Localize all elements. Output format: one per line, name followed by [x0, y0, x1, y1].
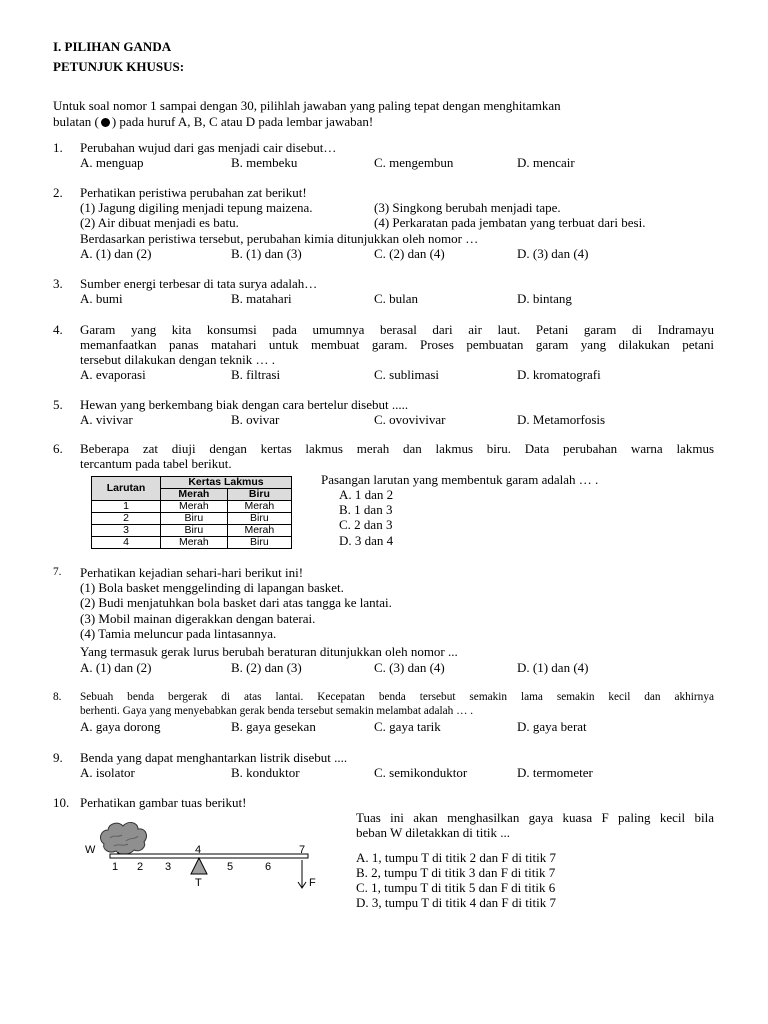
table-header-biru: Biru: [227, 489, 291, 501]
q6-number: 6.: [53, 441, 63, 456]
q6-line-2: tercantum pada tabel berikut.: [80, 456, 232, 471]
q9-option-b: B. konduktor: [231, 765, 300, 780]
q10-line-1: Tuas ini akan menghasilkan gaya kuasa F paling kecil bila: [356, 810, 714, 825]
intro-line-2: [53, 114, 373, 129]
q10-number: 10.: [53, 795, 70, 810]
q3-option-d: D. bintang: [517, 291, 572, 306]
q8-number: 8.: [53, 691, 62, 703]
table-header-kertas-lakmus: Kertas Lakmus: [161, 477, 292, 489]
table-cell: Merah: [227, 501, 291, 513]
q9-option-d: D. termometer: [517, 765, 593, 780]
filled-circle-icon: [101, 118, 110, 127]
table-cell: Biru: [227, 537, 291, 549]
table-header-larutan: Larutan: [92, 477, 161, 501]
q6-question: Pasangan larutan yang membentuk garam adalah … .: [321, 472, 599, 487]
q7-number: 7.: [53, 566, 62, 578]
q4-number: 4.: [53, 322, 63, 337]
q4-option-a: A. evaporasi: [80, 367, 146, 382]
q1-option-a: A. menguap: [80, 155, 144, 170]
q2-option-a: A. (1) dan (2): [80, 246, 152, 261]
q7-question: Yang termasuk gerak lurus berubah beraturan ditunjukkan oleh nomor ...: [80, 644, 458, 659]
q3-option-c: C. bulan: [374, 291, 419, 306]
litmus-table: [91, 476, 292, 549]
q7-item-2: (2) Budi menjatuhkan bola basket dari atas tangga ke lantai.: [80, 595, 392, 610]
q7-option-b: B. (2) dan (3): [231, 660, 302, 675]
instruction-header: PETUNJUK KHUSUS:: [53, 59, 185, 74]
q2-item-4: (4) Perkaratan pada jembatan yang terbuat dari besi.: [374, 215, 646, 230]
point-6: 6: [265, 861, 272, 873]
q2-option-b: B. (1) dan (3): [231, 246, 302, 261]
q10-option-d: D. 3, tumpu T di titik 4 dan F di titik 7: [356, 895, 556, 910]
table-row: [92, 537, 292, 549]
q3-option-a: A. bumi: [80, 291, 123, 306]
q6-option-a: A. 1 dan 2: [339, 487, 394, 502]
q7-text: Perhatikan kejadian sehari-hari berikut ini!: [80, 565, 304, 580]
table-cell: Merah: [161, 501, 228, 513]
table-cell: Merah: [227, 525, 291, 537]
q8-option-a: A. gaya dorong: [80, 719, 161, 734]
q6-line-1: Beberapa zat diuji dengan kertas lakmus merah dan lakmus biru. Data perubahan warna lakmus: [80, 441, 714, 456]
intro-line-1: Untuk soal nomor 1 sampai dengan 30, pilihlah jawaban yang paling tepat dengan menghitamkan: [53, 98, 561, 113]
section-title: I. PILIHAN GANDA: [53, 39, 172, 54]
q2-item-1: (1) Jagung digiling menjadi tepung maizena.: [80, 200, 313, 215]
q10-text: Perhatikan gambar tuas berikut!: [80, 795, 247, 810]
q2-item-3: (3) Singkong berubah menjadi tape.: [374, 200, 561, 215]
q2-item-2: (2) Air dibuat menjadi es batu.: [80, 215, 239, 230]
q7-item-1: (1) Bola basket menggelinding di lapangan basket.: [80, 580, 344, 595]
q3-number: 3.: [53, 276, 63, 291]
q2-option-d: D. (3) dan (4): [517, 246, 589, 261]
q1-text: Perubahan wujud dari gas menjadi cair disebut…: [80, 140, 337, 155]
q4-line-3: tersebut dilakukan dengan teknik … .: [80, 352, 275, 367]
q2-number: 2.: [53, 185, 63, 200]
q3-text: Sumber energi terbesar di tata surya adalah…: [80, 276, 318, 291]
force-arrow-icon: [298, 860, 306, 888]
q10-line-2: beban W diletakkan di titik ...: [356, 825, 511, 840]
litmus-table-wrap: [91, 476, 292, 549]
q1-option-d: D. mencair: [517, 155, 575, 170]
q9-option-a: A. isolator: [80, 765, 135, 780]
q2-text: Perhatikan peristiwa perubahan zat berikut!: [80, 185, 307, 200]
q7-item-4: (4) Tamia meluncur pada lintasannya.: [80, 626, 277, 641]
q8-line-2: berhenti. Gaya yang menyebabkan gerak benda tersebut semakin melambat adalah … .: [80, 705, 474, 717]
q5-option-c: C. ovovivivar: [374, 412, 446, 427]
q9-number: 9.: [53, 750, 63, 765]
fulcrum-icon: [191, 858, 207, 874]
table-cell: 2: [92, 513, 161, 525]
q5-option-b: B. ovivar: [231, 412, 280, 427]
q9-option-c: C. semikonduktor: [374, 765, 468, 780]
q10-option-a: A. 1, tumpu T di titik 2 dan F di titik 7: [356, 850, 556, 865]
table-cell: Biru: [161, 513, 228, 525]
point-2: 2: [137, 861, 144, 873]
table-header-merah: Merah: [161, 489, 228, 501]
point-3: 3: [165, 861, 172, 873]
table-cell: 4: [92, 537, 161, 549]
q6-option-c: C. 2 dan 3: [339, 517, 393, 532]
label-t: T: [195, 877, 202, 889]
q8-option-b: B. gaya gesekan: [231, 719, 316, 734]
q6-option-d: D. 3 dan 4: [339, 533, 394, 548]
table-row: [92, 501, 292, 513]
q3-option-b: B. matahari: [231, 291, 292, 306]
q7-option-a: A. (1) dan (2): [80, 660, 152, 675]
point-4: 4: [195, 844, 202, 856]
q8-line-1: Sebuah benda bergerak di atas lantai. Kecepatan benda tersebut semakin lama semakin kecil dan akhirnya: [80, 691, 714, 703]
table-cell: 1: [92, 501, 161, 513]
q5-number: 5.: [53, 397, 63, 412]
table-cell: Merah: [161, 537, 228, 549]
q4-option-c: C. sublimasi: [374, 367, 440, 382]
table-cell: Biru: [161, 525, 228, 537]
q4-option-b: B. filtrasi: [231, 367, 281, 382]
label-f: F: [309, 877, 316, 889]
q1-option-b: B. membeku: [231, 155, 298, 170]
label-w: W: [85, 844, 96, 856]
q4-option-d: D. kromatografi: [517, 367, 601, 382]
q7-item-3: (3) Mobil mainan digerakkan dengan baterai.: [80, 611, 316, 626]
q1-number: 1.: [53, 140, 63, 155]
intro-line-2-start: bulatan (: [53, 114, 99, 129]
point-7: 7: [299, 844, 306, 856]
q2-question: Berdasarkan peristiwa tersebut, perubahan kimia ditunjukkan oleh nomor …: [80, 231, 479, 246]
q5-text: Hewan yang berkembang biak dengan cara bertelur disebut .....: [80, 397, 409, 412]
lever-diagram: [80, 816, 330, 896]
q2-option-c: C. (2) dan (4): [374, 246, 445, 261]
q10-option-c: C. 1, tumpu T di titik 5 dan F di titik 6: [356, 880, 556, 895]
q6-option-b: B. 1 dan 3: [339, 502, 393, 517]
point-1: 1: [112, 861, 119, 873]
lever-bar: [110, 854, 308, 858]
q5-option-a: A. vivivar: [80, 412, 133, 427]
table-cell: 3: [92, 525, 161, 537]
q4-line-2: memanfaatkan panas matahari untuk membuat garam. Proses pembuatan garam yang dilakukan petani: [80, 337, 714, 352]
load-rock-icon: [101, 822, 147, 854]
table-cell: Biru: [227, 513, 291, 525]
point-5: 5: [227, 861, 234, 873]
q1-option-c: C. mengembun: [374, 155, 454, 170]
q9-text: Benda yang dapat menghantarkan listrik disebut ....: [80, 750, 348, 765]
q4-line-1: Garam yang kita konsumsi pada umumnya berasal dari air laut. Petani garam di Indramayu: [80, 322, 714, 337]
q10-option-b: B. 2, tumpu T di titik 3 dan F di titik 7: [356, 865, 556, 880]
q7-option-c: C. (3) dan (4): [374, 660, 445, 675]
q8-option-c: C. gaya tarik: [374, 719, 441, 734]
table-row: [92, 513, 292, 525]
table-row: [92, 525, 292, 537]
q7-option-d: D. (1) dan (4): [517, 660, 589, 675]
intro-line-2-end: ) pada huruf A, B, C atau D pada lembar jawaban!: [111, 114, 374, 129]
q8-option-d: D. gaya berat: [517, 719, 587, 734]
q5-option-d: D. Metamorfosis: [517, 412, 606, 427]
